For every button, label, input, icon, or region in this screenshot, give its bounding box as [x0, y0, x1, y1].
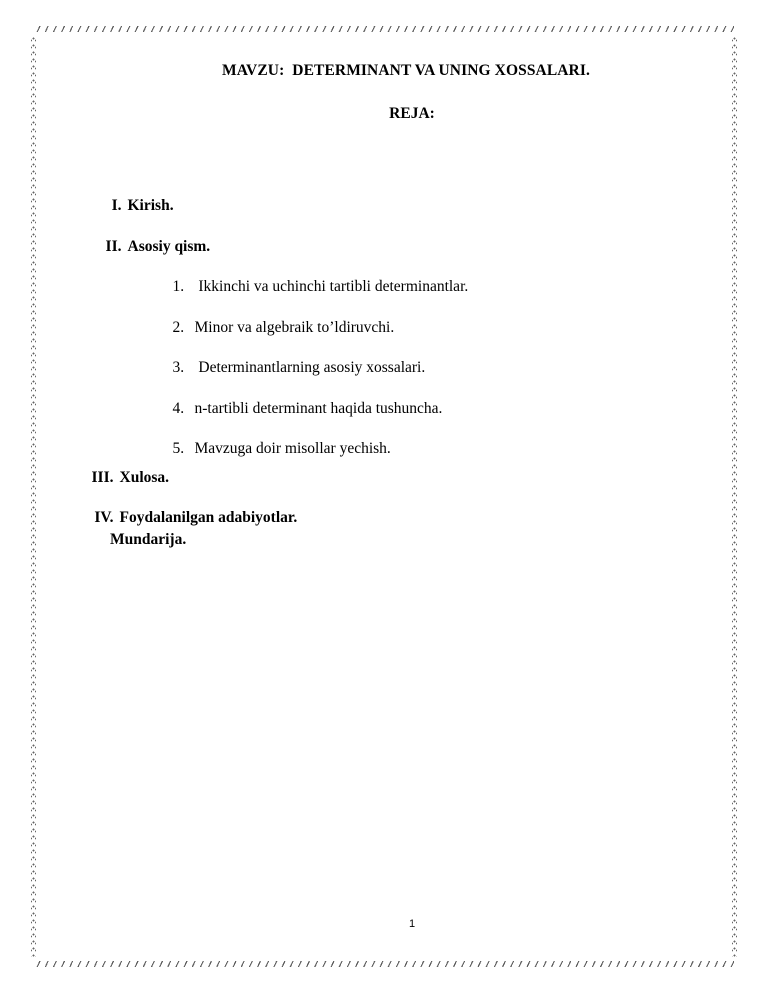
subitem-number: 3.	[172, 359, 185, 376]
subitem-label: Mavzuga doir misollar yechish.	[194, 440, 391, 457]
plan-heading: REJA:	[389, 105, 435, 122]
page-border-left	[31, 35, 36, 957]
subitem-label: Minor va algebraik to’ldiruvchi.	[194, 319, 395, 336]
subitem-label: Determinantlarning asosiy xossalari.	[194, 359, 426, 376]
outline-subitem-5	[157, 422, 391, 476]
subitem-number: 4.	[172, 400, 185, 417]
subitem-number: 5.	[172, 440, 185, 457]
subitem-number: 1.	[172, 278, 185, 295]
document-title: MAVZU: DETERMINANT VA UNING XOSSALARI.	[222, 62, 590, 79]
outline-numeral: II.	[105, 238, 122, 255]
page-border-top	[36, 26, 734, 32]
subitem-label: n-tartibli determinant haqida tushuncha.	[194, 400, 443, 417]
outline-label: Kirish.	[127, 197, 174, 214]
outline-numeral: IV.	[94, 509, 114, 526]
outline-numeral: III.	[91, 469, 114, 486]
outline-label: Asosiy qism.	[127, 238, 211, 255]
contents-label: Mundarija.	[110, 531, 187, 548]
page-number: 1	[408, 918, 416, 930]
subitem-label: Ikkinchi va uchinchi tartibli determinantlar.	[194, 278, 469, 295]
outline-numeral: I.	[111, 197, 122, 214]
subitem-number: 2.	[172, 319, 185, 336]
outline-label: Foydalanilgan adabiyotlar.	[119, 509, 298, 526]
outline-label: Xulosa.	[119, 469, 170, 486]
page-border-right	[732, 35, 737, 957]
page-border-bottom	[36, 961, 734, 967]
